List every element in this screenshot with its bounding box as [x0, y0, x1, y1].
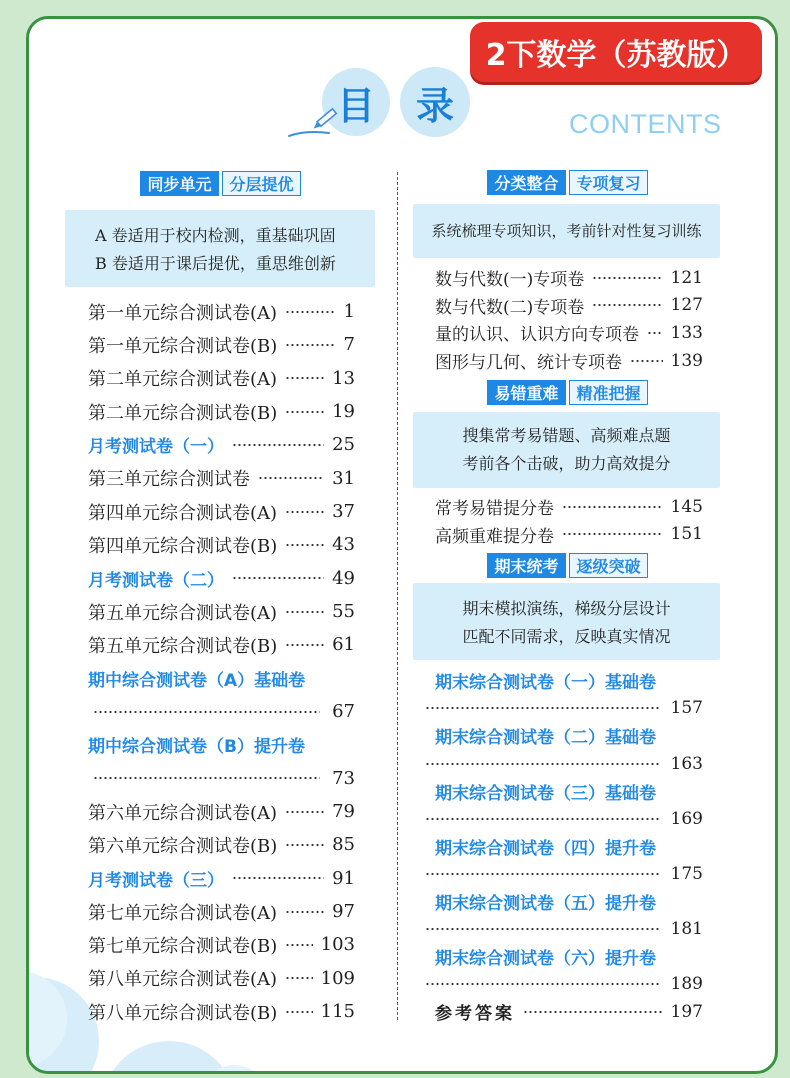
page-number: 19	[332, 401, 355, 423]
toc-entry	[88, 628, 355, 661]
entry-title: 第七单元综合测试卷(B)	[88, 935, 278, 957]
entry-title: 数与代数(二)专项卷	[435, 297, 585, 318]
page-number: 13	[332, 367, 355, 389]
entry-title: 第一单元综合测试卷(A)	[88, 302, 278, 324]
toc-entry	[435, 493, 703, 521]
dot-leader	[285, 976, 313, 980]
note-line: 搜集常考易错题、高频难点题	[462, 426, 671, 445]
page-number: 25	[332, 434, 355, 456]
page-number: 145	[670, 496, 703, 517]
dot-leader	[592, 303, 662, 307]
contents-label: CONTENTS	[569, 109, 722, 139]
entry-title: 第八单元综合测试卷(B)	[88, 1002, 278, 1024]
dot-leader	[425, 706, 659, 710]
entry-title: 数与代数(一)专项卷	[435, 270, 585, 291]
entry-title: 月考测试卷（三）	[88, 870, 224, 891]
toc-entry	[435, 264, 703, 292]
entry-title: 常考易错提分卷	[435, 499, 554, 520]
toc-entry	[88, 362, 355, 395]
toc-entry-page-line	[88, 762, 355, 795]
section-note	[413, 412, 720, 488]
section-header	[487, 170, 648, 195]
dot-leader	[285, 510, 324, 514]
entry-title: 第三单元综合测试卷	[88, 469, 250, 491]
section-tag-primary: 易错重难	[487, 380, 566, 405]
page-number: 189	[670, 974, 703, 995]
toc-entry-page-line	[435, 915, 703, 943]
entry-title: 图形与几何、统计专项卷	[435, 353, 622, 374]
section-tag-primary: 期末统考	[487, 553, 566, 578]
toc-entry-highlight	[435, 667, 703, 695]
toc-entry	[88, 462, 355, 495]
entry-title: 高频重难提分卷	[435, 526, 554, 547]
toc-entry-highlight	[435, 943, 703, 971]
toc-entry	[88, 495, 355, 528]
toc-entry	[88, 595, 355, 628]
toc-entry	[88, 895, 355, 928]
toc-entry	[88, 328, 355, 361]
toc-entry-highlight	[88, 428, 355, 461]
note-line: A 卷适用于校内检测，重基础巩固	[95, 226, 336, 245]
dot-leader	[285, 643, 324, 647]
right-toc-list	[435, 667, 703, 1026]
page-number: 97	[332, 901, 355, 923]
dot-leader	[523, 1010, 663, 1014]
entry-title: 第四单元综合测试卷(A)	[88, 502, 278, 524]
page-number: 109	[320, 967, 355, 989]
dot-leader	[425, 927, 659, 931]
entry-title: 第二单元综合测试卷(A)	[88, 369, 278, 391]
toc-entry-page-line	[435, 860, 703, 888]
section-tag-secondary: 分层提优	[222, 171, 301, 196]
edition-badge: 2下数学（苏教版）	[470, 22, 762, 82]
page-number: 37	[332, 501, 355, 523]
entry-title: 期末综合测试卷（四）提升卷	[435, 838, 656, 859]
dot-leader	[592, 276, 662, 280]
entry-title: 参考答案	[435, 1004, 515, 1025]
toc-entry-highlight	[435, 888, 703, 916]
page-number: 169	[670, 808, 703, 829]
page-number: 163	[670, 753, 703, 774]
dot-leader	[285, 610, 324, 614]
note-line: 期末模拟演练，梯级分层设计	[462, 599, 671, 618]
dot-leader	[93, 776, 320, 780]
toc-entry	[88, 395, 355, 428]
toc-entry	[88, 828, 355, 861]
page-number: 133	[670, 322, 703, 343]
page-number: 127	[670, 295, 703, 316]
toc-entry	[88, 528, 355, 561]
entry-title: 期末综合测试卷（三）基础卷	[435, 783, 656, 804]
section-header	[140, 171, 301, 196]
toc-entry-page-line	[435, 695, 703, 723]
note-line: B 卷适用于课后提优，重思维创新	[95, 254, 336, 273]
page-number: 61	[332, 634, 355, 656]
dot-leader	[425, 872, 659, 876]
dot-leader	[285, 943, 312, 947]
section-header	[487, 380, 648, 405]
entry-title: 第五单元综合测试卷(A)	[88, 602, 278, 624]
page-number: 73	[332, 767, 355, 789]
dot-leader	[562, 532, 663, 536]
left-toc-list	[88, 295, 355, 1028]
dot-leader	[285, 310, 336, 314]
page-number: 121	[670, 267, 703, 288]
page-number: 103	[320, 934, 355, 956]
entry-title: 期末综合测试卷（二）基础卷	[435, 728, 656, 749]
toc-entry-highlight	[435, 833, 703, 861]
page-number: 151	[670, 524, 703, 545]
toc-entry	[435, 292, 703, 320]
entry-title: 第二单元综合测试卷(B)	[88, 402, 278, 424]
dot-leader	[285, 910, 324, 914]
entry-title: 期末综合测试卷（六）提升卷	[435, 949, 656, 970]
toc-entry	[88, 995, 355, 1028]
dot-leader	[647, 331, 663, 335]
column-divider	[397, 172, 398, 1020]
section-tag-secondary: 逐级突破	[569, 553, 648, 578]
dot-leader	[232, 876, 324, 880]
page-number: 85	[332, 834, 355, 856]
page-number: 79	[332, 801, 355, 823]
entry-title: 第六单元综合测试卷(A)	[88, 802, 278, 824]
page-number: 115	[320, 1001, 355, 1023]
section-tag-primary: 分类整合	[487, 170, 566, 195]
dot-leader	[232, 443, 324, 447]
page-number: 49	[332, 567, 355, 589]
section-tag-primary: 同步单元	[140, 171, 219, 196]
page-number: 175	[670, 863, 703, 884]
entry-title: 量的认识、认识方向专项卷	[435, 325, 639, 346]
entry-title: 期末综合测试卷（一）基础卷	[435, 673, 656, 694]
right-toc-list	[435, 264, 703, 374]
toc-entry	[435, 521, 703, 549]
toc-entry-highlight	[88, 662, 355, 695]
section-header	[487, 553, 648, 578]
page-number: 31	[332, 467, 355, 489]
note-line: 系统梳理专项知识，考前针对性复习训练	[431, 222, 702, 240]
section-note	[65, 210, 375, 287]
toc-entry	[435, 347, 703, 375]
toc-entry-highlight	[435, 777, 703, 805]
entry-title: 第七单元综合测试卷(A)	[88, 902, 278, 924]
title-char-mu: 目	[322, 68, 390, 136]
section-note	[413, 204, 720, 258]
dot-leader	[425, 762, 659, 766]
entry-title: 月考测试卷（二）	[88, 570, 224, 591]
toc-entry-highlight	[435, 722, 703, 750]
entry-title: 期末综合测试卷（五）提升卷	[435, 894, 656, 915]
page-number: 43	[332, 534, 355, 556]
page-number: 7	[343, 334, 355, 356]
dot-leader	[285, 410, 324, 414]
dot-leader	[285, 543, 324, 547]
section-note	[413, 583, 720, 660]
dot-leader	[232, 576, 324, 580]
page-number: 197	[670, 1001, 703, 1022]
page-number: 181	[670, 919, 703, 940]
section-tag-secondary: 专项复习	[569, 170, 648, 195]
dot-leader	[285, 1010, 312, 1014]
pencil-icon	[285, 108, 345, 142]
title-char-lu: 录	[400, 67, 470, 137]
toc-entry-highlight	[88, 562, 355, 595]
toc-entry	[435, 319, 703, 347]
entry-title: 月考测试卷（一）	[88, 437, 224, 458]
dot-leader	[285, 843, 324, 847]
dot-leader	[285, 343, 335, 347]
page-number: 55	[332, 601, 355, 623]
page-number: 91	[332, 867, 355, 889]
entry-title: 期中综合测试卷（B）提升卷	[88, 737, 305, 758]
entry-title: 期中综合测试卷（A）基础卷	[88, 670, 306, 691]
entry-title: 第八单元综合测试卷(A)	[88, 969, 278, 991]
dot-leader	[258, 476, 324, 480]
note-line: 匹配不同需求，反映真实情况	[462, 627, 671, 646]
toc-entry-page-line	[435, 805, 703, 833]
toc-entry	[88, 295, 355, 328]
dot-leader	[562, 505, 663, 509]
section-tag-secondary: 精准把握	[569, 380, 648, 405]
toc-entry-page-line	[435, 971, 703, 999]
toc-entry-page-line	[88, 695, 355, 728]
dot-leader	[285, 810, 324, 814]
entry-title: 第六单元综合测试卷(B)	[88, 835, 278, 857]
dot-leader	[425, 817, 659, 821]
toc-entry-page-line	[435, 750, 703, 778]
toc-entry-highlight	[88, 862, 355, 895]
dot-leader	[93, 710, 320, 714]
page-number: 67	[332, 701, 355, 723]
toc-entry	[88, 962, 355, 995]
toc-entry	[88, 928, 355, 961]
page-number: 1	[343, 301, 355, 323]
toc-entry-answers	[435, 998, 703, 1026]
toc-entry	[88, 795, 355, 828]
entry-title: 第五单元综合测试卷(B)	[88, 635, 278, 657]
dot-leader	[630, 359, 663, 363]
page-number: 157	[670, 698, 703, 719]
dot-leader	[285, 376, 324, 380]
note-line: 考前各个击破，助力高效提分	[462, 454, 671, 473]
right-toc-list	[435, 493, 703, 548]
toc-entry-highlight	[88, 728, 355, 761]
page-number: 139	[670, 350, 703, 371]
dot-leader	[425, 982, 659, 986]
entry-title: 第一单元综合测试卷(B)	[88, 335, 278, 357]
entry-title: 第四单元综合测试卷(B)	[88, 535, 278, 557]
